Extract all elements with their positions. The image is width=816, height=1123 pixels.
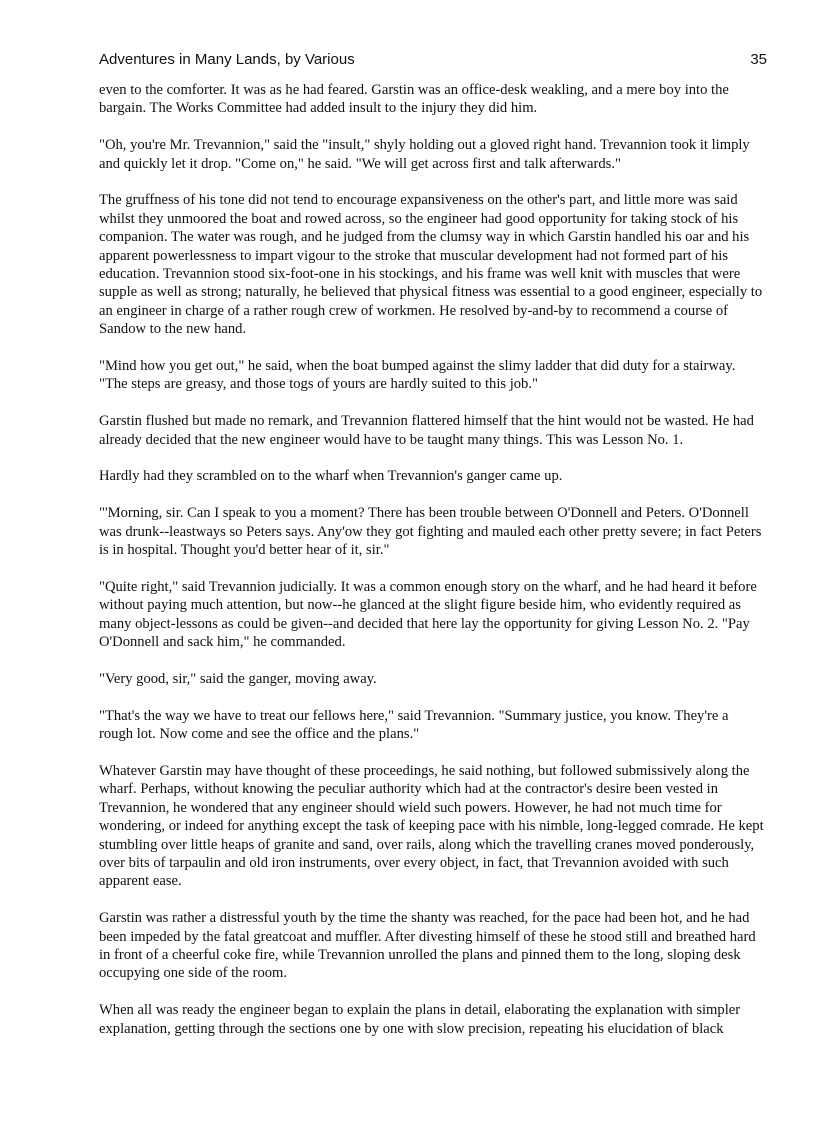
paragraph: "Mind how you get out," he said, when the boat bumped against the slimy ladder that did duty for a stairway. "The steps are greasy, and those togs of yours are hardly suited to this job." [99,358,736,393]
paragraph: "Oh, you're Mr. Trevannion," said the "insult," shyly holding out a gloved right hand. Trevannion took it limply and quickly let it drop. "Come on," he said. "We will get across first and talk afterwards." [99,137,750,172]
book-title: Adventures in Many Lands, by Various [99,51,355,68]
paragraph: "That's the way we have to treat our fellows here," said Trevannion. "Summary justice, you know. They're a rough lot. Now come and see the office and the plans." [99,707,729,743]
paragraph: "Very good, sir," said the ganger, moving away. [99,670,377,687]
paragraph: even to the comforter. It was as he had feared. Garstin was an office-desk weakling, and a mere boy into the bargain. The Works Committee had added insult to the injury they did him. [99,82,729,117]
paragraph: Garstin flushed but made no remark, and Trevannion flattered himself that the hint would not be wasted. He had already decided that the new engineer would have to be taught many things. This was Lesson No. 1. [99,413,754,448]
paragraph: Whatever Garstin may have thought of these proceedings, he said nothing, but followed submissively along the wharf. Perhaps, without knowing the peculiar authority which had at the contractor's desire been vested in Trevannion, he wondered that any engineer should wield such powers. However, he had not much time for wondering, or indeed for anything except the task of keeping pace with his nimble, long-legged comrade. He kept stumbling over little heaps of granite and sand, over rails, along which the travelling cranes moved ponderously, over bits of tarpaulin and old iron instruments, over every object, in fact, that Trevannion avoided with such apparent ease. [99,762,764,890]
running-header [99,51,767,73]
paragraph: When all was ready the engineer began to explain the plans in detail, elaborating the explanation with simpler explanation, getting through the sections one by one with slow precision, repeating his elucidation of black [99,1002,741,1037]
paragraph: "Quite right," said Trevannion judicially. It was a common enough story on the wharf, and he had heard it before without paying much attention, but now--he glanced at the slight figure beside him, who evidently required as many object-lessons as could be given--and decided that here lay the opportunity for giving Lesson No. 2. "Pay O'Donnell and sack him," he commanded. [99,578,757,651]
paragraph: "'Morning, sir. Can I speak to you a moment? There has been trouble between O'Donnell and Peters. O'Donnell was drunk--leastways so Peters says. Any'ow they got fighting and mauled each other pretty severe; in fact Peters is in hospital. Thought you'd better hear of it, sir." [99,505,762,559]
body-text [99,81,765,1056]
paragraph: Hardly had they scrambled on to the wharf when Trevannion's ganger came up. [99,468,563,485]
paragraph: The gruffness of his tone did not tend to encourage expansiveness on the other's part, and little more was said whilst they unmoored the boat and rowed across, so the engineer had good opportunity for taking stock of his companion. The water was rough, and he judged from the clumsy way in which Garstin handled his oar and his apparent powerlessness to impart vigour to the stroke that muscular development had not formed part of his education. Trevannion stood six-foot-one in his stockings, and his frame was well knit with muscles that were supple as well as strong; naturally, he believed that physical fitness was essential to a good engineer, especially to an engineer in charge of a rather rough crew of workmen. He resolved by-and-by to recommend a course of Sandow to the new hand. [99,192,763,338]
paragraph: Garstin was rather a distressful youth by the time the shanty was reached, for the pace had been hot, and he had been impeded by the fatal greatcoat and muffler. After divesting himself of these he stood still and breathed hard in front of a cheerful coke fire, while Trevannion unrolled the plans and pinned them to the long, sloping desk occupying one side of the room. [99,910,756,982]
page-number: 35 [750,51,767,68]
